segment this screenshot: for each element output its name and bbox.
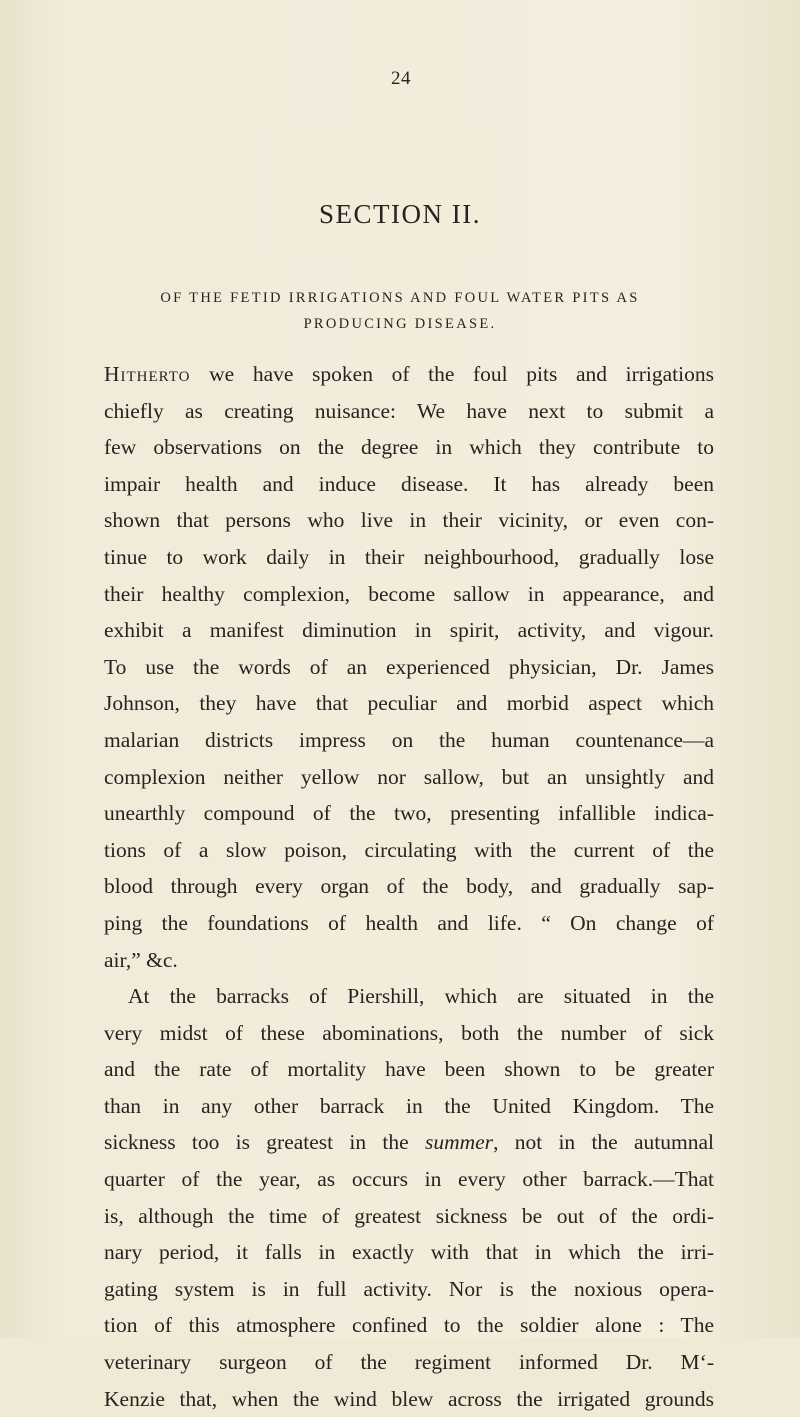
body-text bbox=[104, 356, 714, 1417]
paragraph-1-line: exhibit a manifest diminution in spirit, activity, and vigour. bbox=[104, 618, 714, 643]
paragraph-2-line: and the rate of mortality have been shown to be greater bbox=[104, 1057, 714, 1082]
paragraph-1-line: ping the foundations of health and life. “ On change of bbox=[104, 910, 714, 935]
paragraph-2-line: veterinary surgeon of the regiment informed Dr. M‘- bbox=[104, 1350, 714, 1375]
paragraph-lead-word: Hitherto bbox=[104, 362, 191, 386]
paragraph-1-line: shown that persons who live in their vicinity, or even con- bbox=[104, 508, 714, 533]
section-title: SECTION II. bbox=[319, 199, 481, 229]
paragraph-1-line: tinue to work daily in their neighbourhood, gradually lose bbox=[104, 544, 714, 569]
paragraph-1-line: their healthy complexion, become sallow in appearance, and bbox=[104, 581, 714, 606]
page-number: 24 bbox=[391, 68, 411, 89]
paragraph-1-line-1-text: we have spoken of the foul pits and irrigations bbox=[190, 362, 714, 386]
paragraph-1-line-last: air,” &c. bbox=[104, 947, 178, 972]
paragraph-1-line: unearthly compound of the two, presenting infallible indica- bbox=[104, 801, 714, 826]
paragraph-2-line: is, although the time of greatest sickness be out of the ordi- bbox=[104, 1203, 714, 1228]
section-subtitle-line-2: PRODUCING DISEASE. bbox=[303, 316, 497, 332]
paragraph-2-line: quarter of the year, as occurs in every other barrack.—That bbox=[104, 1167, 714, 1192]
paragraph-1-line: impair health and induce disease. It has already been bbox=[104, 471, 714, 496]
paragraph-2-line: gating system is in full activity. Nor is the noxious opera- bbox=[104, 1276, 714, 1301]
paragraph-2-line: At the barracks of Piershill, which are situated in the bbox=[128, 984, 714, 1009]
paragraph-1-line: chiefly as creating nuisance: We have next to submit a bbox=[104, 398, 714, 423]
paragraph-1-line: Johnson, they have that peculiar and morbid aspect which bbox=[104, 691, 714, 716]
paragraph-1-line-1 bbox=[104, 356, 714, 393]
paragraph-2-line-5-post: , not in the autumnal bbox=[493, 1130, 714, 1155]
paragraph-1-line: complexion neither yellow nor sallow, but an unsightly and bbox=[104, 764, 714, 789]
paragraph-2-line: nary period, it falls in exactly with that in which the irri- bbox=[104, 1240, 714, 1265]
paragraph-2-line-with-emphasis bbox=[104, 1124, 714, 1161]
paragraph-2-line: very midst of these abominations, both the number of sick bbox=[104, 1020, 714, 1045]
paragraph-1-line: malarian districts impress on the human countenance—a bbox=[104, 727, 714, 752]
emphasized-word-summer: summer bbox=[424, 1130, 494, 1155]
paragraph-2-line: tion of this atmosphere confined to the soldier alone : The bbox=[104, 1313, 714, 1338]
paragraph-1-line: To use the words of an experienced physician, Dr. James bbox=[104, 654, 714, 679]
section-subtitle-line-1: OF THE FETID IRRIGATIONS AND FOUL WATER PITS AS bbox=[160, 290, 640, 306]
paragraph-1-line: few observations on the degree in which they contribute to bbox=[104, 435, 714, 460]
paragraph-2-line-5-pre: sickness too is greatest in the bbox=[104, 1130, 425, 1155]
paragraph-1-line: tions of a slow poison, circulating with the current of the bbox=[104, 837, 714, 862]
paragraph-2-line: than in any other barrack in the United Kingdom. The bbox=[104, 1093, 714, 1118]
paragraph-2-line: Kenzie that, when the wind blew across the irrigated grounds bbox=[104, 1386, 714, 1411]
paragraph-1-line: blood through every organ of the body, and gradually sap- bbox=[104, 874, 714, 899]
